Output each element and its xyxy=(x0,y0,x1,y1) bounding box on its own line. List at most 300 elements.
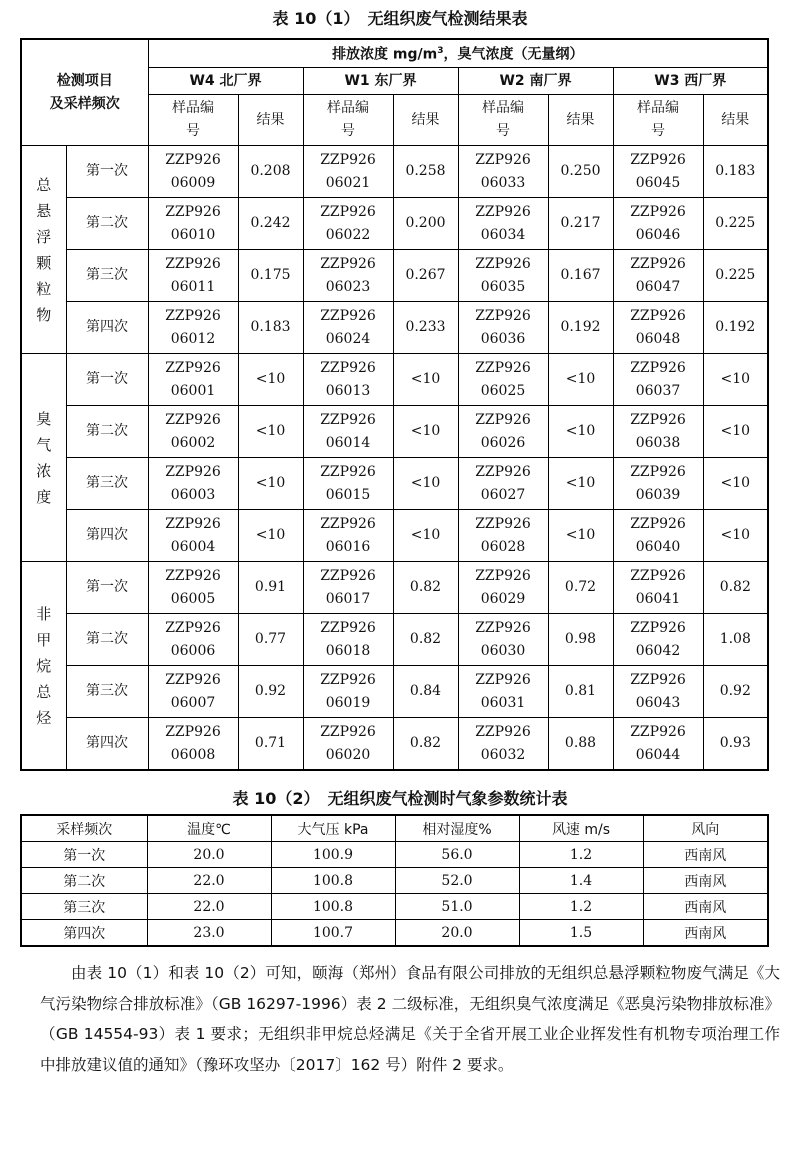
table-row xyxy=(21,354,768,406)
table-row xyxy=(21,894,768,920)
col-header-pressure: 大气压 kPa xyxy=(271,815,395,842)
sample-id-part: 06009 xyxy=(170,174,216,191)
sample-id-part: ZZP926 xyxy=(475,411,531,428)
site-header-w3: W3 西厂界 xyxy=(613,68,768,95)
sample-id-cell xyxy=(148,198,238,250)
table-cell: 1.4 xyxy=(519,868,643,894)
table-row xyxy=(21,718,768,771)
result-cell: 0.92 xyxy=(703,666,768,718)
sample-id-part: 06013 xyxy=(325,382,371,399)
sample-id-cell xyxy=(148,302,238,354)
sample-id-part: ZZP926 xyxy=(320,619,376,636)
result-cell: 0.183 xyxy=(703,146,768,198)
sample-id-cell xyxy=(148,562,238,614)
group-label-char: 总 xyxy=(36,175,52,194)
sample-id-cell xyxy=(303,406,393,458)
group-label-char: 粒 xyxy=(36,279,52,298)
sample-id-cell xyxy=(303,302,393,354)
frequency-cell: 第一次 xyxy=(66,562,148,614)
group-label xyxy=(21,354,66,562)
sample-id-part: ZZP926 xyxy=(630,515,686,532)
sample-id-header-l2: 号 xyxy=(186,123,200,139)
sample-id-part: ZZP926 xyxy=(475,515,531,532)
sample-id-cell xyxy=(303,458,393,510)
sample-id-part: ZZP926 xyxy=(475,307,531,324)
result-cell: 0.82 xyxy=(703,562,768,614)
result-cell: 0.267 xyxy=(393,250,458,302)
col-header-wind-speed: 风速 m/s xyxy=(519,815,643,842)
sample-id-header xyxy=(613,95,703,146)
result-cell: <10 xyxy=(238,510,303,562)
sample-id-part: 06043 xyxy=(635,694,681,711)
result-cell: 0.175 xyxy=(238,250,303,302)
sample-id-header-l1: 样品编 xyxy=(172,100,214,116)
frequency-cell: 第一次 xyxy=(66,354,148,406)
table-row xyxy=(21,920,768,947)
sample-id-part: ZZP926 xyxy=(165,255,221,272)
group-label-char: 总 xyxy=(36,682,52,701)
unit-header-main: 排放浓度 mg/m xyxy=(332,46,438,63)
result-cell: 0.208 xyxy=(238,146,303,198)
sample-id-cell xyxy=(458,718,548,771)
table-row xyxy=(21,198,768,250)
result-cell: 0.250 xyxy=(548,146,613,198)
table-row xyxy=(21,510,768,562)
sample-id-part: ZZP926 xyxy=(165,567,221,584)
sample-id-part: ZZP926 xyxy=(320,151,376,168)
result-header: 结果 xyxy=(548,95,613,146)
sample-id-header-l2: 号 xyxy=(496,123,510,139)
sample-id-part: 06003 xyxy=(170,486,216,503)
sample-id-part: ZZP926 xyxy=(630,255,686,272)
sample-id-part: 06007 xyxy=(170,694,216,711)
table-cell: 100.7 xyxy=(271,920,395,947)
sample-id-cell xyxy=(613,562,703,614)
group-label-char: 度 xyxy=(36,487,52,506)
sample-id-cell xyxy=(613,458,703,510)
table-row xyxy=(21,666,768,718)
sample-id-header-l2: 号 xyxy=(341,123,355,139)
sample-id-part: 06025 xyxy=(480,382,526,399)
sample-id-part: ZZP926 xyxy=(320,411,376,428)
sample-id-part: 06042 xyxy=(635,642,681,659)
sample-id-cell xyxy=(458,198,548,250)
sample-id-part: 06011 xyxy=(170,278,216,295)
sample-id-part: 06019 xyxy=(325,694,371,711)
sample-id-cell xyxy=(613,510,703,562)
result-cell: <10 xyxy=(548,458,613,510)
result-cell: 0.233 xyxy=(393,302,458,354)
sample-id-part: ZZP926 xyxy=(630,359,686,376)
sample-id-cell xyxy=(458,406,548,458)
table-cell: 第二次 xyxy=(21,868,147,894)
table-cell: 23.0 xyxy=(147,920,271,947)
sample-id-part: 06027 xyxy=(480,486,526,503)
col-header-wind-dir: 风向 xyxy=(643,815,768,842)
sample-id-cell xyxy=(303,510,393,562)
group-label-char: 物 xyxy=(36,305,52,324)
table-cell: 22.0 xyxy=(147,894,271,920)
result-cell: <10 xyxy=(393,354,458,406)
sample-id-part: 06032 xyxy=(480,746,526,763)
sample-id-part: ZZP926 xyxy=(475,255,531,272)
table-cell: 1.2 xyxy=(519,894,643,920)
result-cell: 1.08 xyxy=(703,614,768,666)
sample-id-part: 06026 xyxy=(480,434,526,451)
group-label-char: 甲 xyxy=(36,630,52,649)
sample-id-part: 06008 xyxy=(170,746,216,763)
frequency-cell: 第三次 xyxy=(66,250,148,302)
table-cell: 56.0 xyxy=(395,842,519,868)
sample-id-part: 06020 xyxy=(325,746,371,763)
result-cell: <10 xyxy=(703,406,768,458)
sample-id-part: ZZP926 xyxy=(475,723,531,740)
sample-id-part: ZZP926 xyxy=(320,255,376,272)
result-cell: 0.242 xyxy=(238,198,303,250)
table-row xyxy=(21,406,768,458)
sample-id-part: 06035 xyxy=(480,278,526,295)
unit-header-sup: 3 xyxy=(437,46,444,57)
table-cell: 西南风 xyxy=(643,894,768,920)
sample-id-cell xyxy=(148,354,238,406)
sample-id-part: 06021 xyxy=(325,174,371,191)
group-label-char: 浮 xyxy=(36,227,52,246)
sample-id-part: 06030 xyxy=(480,642,526,659)
result-cell: 0.81 xyxy=(548,666,613,718)
result-cell: <10 xyxy=(393,510,458,562)
sample-id-part: ZZP926 xyxy=(630,671,686,688)
result-cell: <10 xyxy=(238,406,303,458)
sample-id-cell xyxy=(148,510,238,562)
sample-id-header-l2: 号 xyxy=(651,123,665,139)
sample-id-part: 06017 xyxy=(325,590,371,607)
group-label-char: 烃 xyxy=(36,708,52,727)
group-label-char: 非 xyxy=(36,604,52,623)
sample-id-part: 06047 xyxy=(635,278,681,295)
sample-id-cell xyxy=(458,354,548,406)
group-label-char: 烷 xyxy=(36,656,52,675)
sample-id-part: 06036 xyxy=(480,330,526,347)
sample-id-header-l1: 样品编 xyxy=(482,100,524,116)
sample-id-cell xyxy=(148,666,238,718)
sample-id-cell xyxy=(458,146,548,198)
sample-id-part: 06005 xyxy=(170,590,216,607)
sample-id-cell xyxy=(458,250,548,302)
result-cell: 0.82 xyxy=(393,562,458,614)
sample-id-part: ZZP926 xyxy=(320,515,376,532)
table-row xyxy=(21,302,768,354)
sample-id-cell xyxy=(458,302,548,354)
table-row xyxy=(21,614,768,666)
result-cell: 0.183 xyxy=(238,302,303,354)
unit-header-tail: ，臭气浓度（无量纲） xyxy=(443,46,584,63)
site-header-w4: W4 北厂界 xyxy=(148,68,303,95)
sample-id-part: ZZP926 xyxy=(630,567,686,584)
result-cell: <10 xyxy=(703,510,768,562)
result-cell: 0.167 xyxy=(548,250,613,302)
table-cell: 西南风 xyxy=(643,868,768,894)
result-cell: <10 xyxy=(238,458,303,510)
sample-id-cell xyxy=(148,146,238,198)
site-header-w2: W2 南厂界 xyxy=(458,68,613,95)
sample-id-header xyxy=(303,95,393,146)
sample-id-part: 06012 xyxy=(170,330,216,347)
sample-id-cell xyxy=(148,614,238,666)
sample-id-part: ZZP926 xyxy=(630,307,686,324)
sample-id-header-l1: 样品编 xyxy=(327,100,369,116)
sample-id-cell xyxy=(613,406,703,458)
corner-header xyxy=(21,39,148,146)
sample-id-part: 06016 xyxy=(325,538,371,555)
sample-id-part: 06034 xyxy=(480,226,526,243)
table-cell: 第三次 xyxy=(21,894,147,920)
sample-id-cell xyxy=(458,666,548,718)
sample-id-cell xyxy=(613,250,703,302)
sample-id-part: 06039 xyxy=(635,486,681,503)
conclusion-paragraph xyxy=(40,958,780,1080)
table-row xyxy=(21,868,768,894)
sample-id-cell xyxy=(303,198,393,250)
result-header: 结果 xyxy=(238,95,303,146)
result-cell: 0.77 xyxy=(238,614,303,666)
table-cell: 100.9 xyxy=(271,842,395,868)
sample-id-part: ZZP926 xyxy=(165,671,221,688)
table1-title: 表 10（1） 无组织废气检测结果表 xyxy=(272,9,528,28)
result-cell: 0.217 xyxy=(548,198,613,250)
frequency-cell: 第四次 xyxy=(66,718,148,771)
sample-id-part: 06004 xyxy=(170,538,216,555)
sample-id-part: ZZP926 xyxy=(320,203,376,220)
sample-id-cell xyxy=(303,718,393,771)
sample-id-cell xyxy=(148,458,238,510)
sample-id-part: ZZP926 xyxy=(630,151,686,168)
table-row xyxy=(21,146,768,198)
sample-id-cell xyxy=(613,718,703,771)
result-cell: 0.192 xyxy=(548,302,613,354)
frequency-cell: 第二次 xyxy=(66,406,148,458)
sample-id-part: 06041 xyxy=(635,590,681,607)
sample-id-part: 06018 xyxy=(325,642,371,659)
sample-id-part: ZZP926 xyxy=(165,723,221,740)
sample-id-part: 06024 xyxy=(325,330,371,347)
group-label-char: 颗 xyxy=(36,253,52,272)
sample-id-part: 06037 xyxy=(635,382,681,399)
sample-id-part: ZZP926 xyxy=(165,463,221,480)
sample-id-cell xyxy=(613,354,703,406)
result-cell: <10 xyxy=(238,354,303,406)
table-cell: 1.5 xyxy=(519,920,643,947)
sample-id-part: ZZP926 xyxy=(630,411,686,428)
sample-id-part: ZZP926 xyxy=(475,671,531,688)
sample-id-cell xyxy=(303,354,393,406)
sample-id-cell xyxy=(458,614,548,666)
col-header-freq: 采样频次 xyxy=(21,815,147,842)
corner-header-line2: 及采样频次 xyxy=(49,95,120,112)
sample-id-part: 06029 xyxy=(480,590,526,607)
sample-id-cell xyxy=(303,614,393,666)
sample-id-cell xyxy=(613,146,703,198)
table-cell: 20.0 xyxy=(395,920,519,947)
sample-id-part: ZZP926 xyxy=(320,671,376,688)
sample-id-part: ZZP926 xyxy=(165,151,221,168)
sample-id-part: 06015 xyxy=(325,486,371,503)
table-cell: 52.0 xyxy=(395,868,519,894)
sample-id-part: 06028 xyxy=(480,538,526,555)
sample-id-part: ZZP926 xyxy=(320,307,376,324)
table2-title: 表 10（2） 无组织废气检测时气象参数统计表 xyxy=(232,789,568,808)
sample-id-cell xyxy=(148,406,238,458)
sample-id-part: 06022 xyxy=(325,226,371,243)
sample-id-part: 06002 xyxy=(170,434,216,451)
sample-id-part: ZZP926 xyxy=(320,463,376,480)
result-cell: 0.200 xyxy=(393,198,458,250)
sample-id-part: ZZP926 xyxy=(630,723,686,740)
sample-id-part: ZZP926 xyxy=(320,359,376,376)
table-cell: 20.0 xyxy=(147,842,271,868)
group-label-char: 浓 xyxy=(36,461,52,480)
result-cell: 0.92 xyxy=(238,666,303,718)
sample-id-part: ZZP926 xyxy=(475,463,531,480)
sample-id-part: ZZP926 xyxy=(475,359,531,376)
sample-id-cell xyxy=(613,198,703,250)
group-label xyxy=(21,146,66,354)
sample-id-cell xyxy=(458,510,548,562)
result-cell: 0.71 xyxy=(238,718,303,771)
sample-id-cell xyxy=(148,250,238,302)
conclusion-text: 由表 10（1）和表 10（2）可知，颐海（郑州）食品有限公司排放的无组织总悬浮颗粒物废气满足《大气污染物综合排放标准》（GB 16297-1996）表 2 二级标准，无组织臭气浓度满足《恶臭污染物排放标准》（GB 14554-93）表 1 要求；无组织非甲烷总烃满足《关于全省开展工业企业挥发性有机物专项治理工作中排放建议值的通知》（豫环攻坚办〔2017〕162 号）附件 2 要求。 xyxy=(40,964,780,1074)
sample-id-part: ZZP926 xyxy=(630,619,686,636)
table-cell: 第一次 xyxy=(21,842,147,868)
sample-id-part: 06001 xyxy=(170,382,216,399)
table-row xyxy=(21,458,768,510)
corner-header-line1: 检测项目 xyxy=(56,72,113,89)
result-cell: <10 xyxy=(548,406,613,458)
frequency-cell: 第四次 xyxy=(66,302,148,354)
sample-id-part: ZZP926 xyxy=(630,463,686,480)
sample-id-part: ZZP926 xyxy=(320,723,376,740)
result-cell: <10 xyxy=(548,354,613,406)
result-cell: <10 xyxy=(393,406,458,458)
sample-id-cell xyxy=(458,562,548,614)
sample-id-part: ZZP926 xyxy=(630,203,686,220)
table-cell: 第四次 xyxy=(21,920,147,947)
detection-results-table xyxy=(20,38,769,771)
sample-id-cell xyxy=(613,666,703,718)
sample-id-cell xyxy=(303,146,393,198)
sample-id-part: 06023 xyxy=(325,278,371,295)
sample-id-part: 06038 xyxy=(635,434,681,451)
table-row xyxy=(21,842,768,868)
sample-id-part: ZZP926 xyxy=(165,411,221,428)
group-label xyxy=(21,562,66,771)
sample-id-cell xyxy=(303,250,393,302)
sample-id-cell xyxy=(458,458,548,510)
result-cell: 0.93 xyxy=(703,718,768,771)
result-cell: 0.82 xyxy=(393,614,458,666)
sample-id-part: ZZP926 xyxy=(475,619,531,636)
table-cell: 西南风 xyxy=(643,842,768,868)
result-cell: 0.88 xyxy=(548,718,613,771)
sample-id-part: 06010 xyxy=(170,226,216,243)
sample-id-cell xyxy=(148,718,238,771)
frequency-cell: 第四次 xyxy=(66,510,148,562)
result-header: 结果 xyxy=(703,95,768,146)
result-cell: <10 xyxy=(393,458,458,510)
result-cell: 0.91 xyxy=(238,562,303,614)
result-cell: <10 xyxy=(548,510,613,562)
sample-id-part: 06031 xyxy=(480,694,526,711)
weather-params-table xyxy=(20,814,769,947)
sample-id-part: 06014 xyxy=(325,434,371,451)
sample-id-header xyxy=(148,95,238,146)
sample-id-part: ZZP926 xyxy=(165,515,221,532)
group-label-char: 悬 xyxy=(36,201,52,220)
sample-id-header xyxy=(458,95,548,146)
site-header-w1: W1 东厂界 xyxy=(303,68,458,95)
table-cell: 51.0 xyxy=(395,894,519,920)
result-cell: <10 xyxy=(703,458,768,510)
sample-id-part: ZZP926 xyxy=(475,567,531,584)
table-cell: 100.8 xyxy=(271,894,395,920)
sample-id-cell xyxy=(613,302,703,354)
frequency-cell: 第二次 xyxy=(66,198,148,250)
sample-id-part: ZZP926 xyxy=(475,151,531,168)
result-cell: 0.225 xyxy=(703,250,768,302)
result-cell: 0.98 xyxy=(548,614,613,666)
table-cell: 100.8 xyxy=(271,868,395,894)
sample-id-part: ZZP926 xyxy=(165,307,221,324)
group-label-char: 气 xyxy=(36,435,52,454)
result-cell: 0.258 xyxy=(393,146,458,198)
sample-id-cell xyxy=(613,614,703,666)
frequency-cell: 第三次 xyxy=(66,666,148,718)
col-header-humidity: 相对湿度% xyxy=(395,815,519,842)
result-cell: 0.225 xyxy=(703,198,768,250)
sample-id-cell xyxy=(303,562,393,614)
sample-id-header-l1: 样品编 xyxy=(637,100,679,116)
table-cell: 22.0 xyxy=(147,868,271,894)
sample-id-part: 06040 xyxy=(635,538,681,555)
table-row xyxy=(21,250,768,302)
sample-id-part: ZZP926 xyxy=(475,203,531,220)
group-label-char: 臭 xyxy=(36,409,52,428)
sample-id-part: ZZP926 xyxy=(165,203,221,220)
result-cell: 0.192 xyxy=(703,302,768,354)
frequency-cell: 第一次 xyxy=(66,146,148,198)
col-header-temp: 温度℃ xyxy=(147,815,271,842)
sample-id-part: 06045 xyxy=(635,174,681,191)
table-cell: 西南风 xyxy=(643,920,768,947)
result-cell: <10 xyxy=(703,354,768,406)
sample-id-part: 06033 xyxy=(480,174,526,191)
table-cell: 1.2 xyxy=(519,842,643,868)
sample-id-part: 06046 xyxy=(635,226,681,243)
sample-id-part: ZZP926 xyxy=(165,359,221,376)
frequency-cell: 第二次 xyxy=(66,614,148,666)
sample-id-part: 06044 xyxy=(635,746,681,763)
unit-header xyxy=(148,39,768,68)
sample-id-part: ZZP926 xyxy=(165,619,221,636)
sample-id-part: ZZP926 xyxy=(320,567,376,584)
sample-id-part: 06048 xyxy=(635,330,681,347)
result-header: 结果 xyxy=(393,95,458,146)
sample-id-cell xyxy=(303,666,393,718)
sample-id-part: 06006 xyxy=(170,642,216,659)
result-cell: 0.84 xyxy=(393,666,458,718)
frequency-cell: 第三次 xyxy=(66,458,148,510)
result-cell: 0.82 xyxy=(393,718,458,771)
result-cell: 0.72 xyxy=(548,562,613,614)
